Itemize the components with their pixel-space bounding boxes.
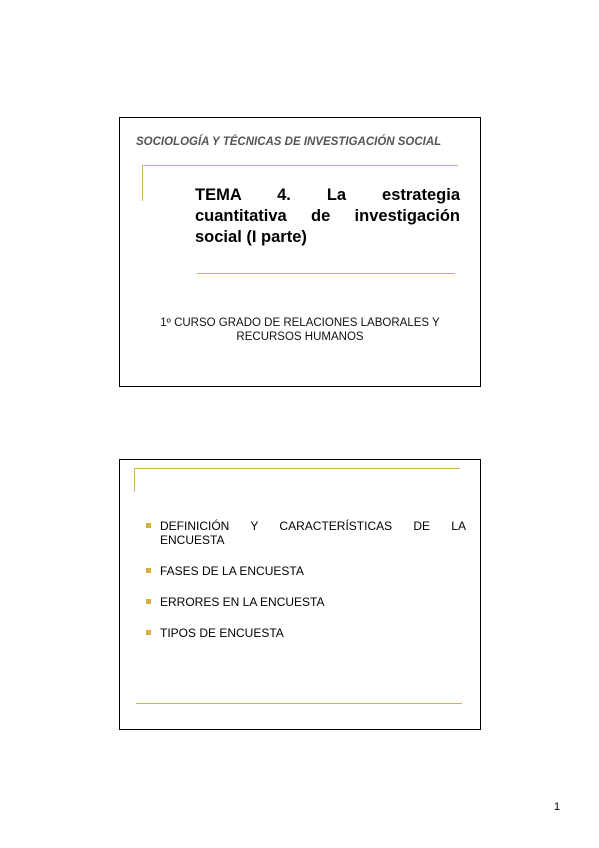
list-item-text-continuation: ENCUESTA	[160, 532, 225, 547]
list-item	[146, 596, 466, 610]
slide-title	[195, 185, 460, 248]
course-header: SOCIOLOGÍA Y TÉCNICAS DE INVESTIGACIÓN SOCIAL	[136, 136, 442, 148]
list-item-text: DEFINICIÓN Y CARACTERÍSTICAS DE LA	[160, 519, 466, 533]
outline-list	[146, 520, 466, 658]
title-line: cuantitativa de investigación	[195, 207, 460, 225]
square-bullet-icon	[146, 599, 151, 604]
title-slide	[119, 117, 481, 387]
accent-line-top	[142, 165, 458, 166]
title-line: social (I parte)	[195, 228, 307, 246]
course-subtitle	[140, 316, 460, 344]
list-item	[146, 627, 466, 641]
accent-line-vertical	[134, 468, 135, 492]
list-item-text: FASES DE LA ENCUESTA	[160, 563, 304, 578]
square-bullet-icon	[146, 568, 151, 573]
accent-line-top	[134, 468, 460, 469]
page-number: 1	[554, 801, 561, 813]
list-item	[146, 565, 466, 579]
square-bullet-icon	[146, 523, 151, 528]
subtitle-line: RECURSOS HUMANOS	[236, 331, 364, 343]
accent-line-middle	[197, 273, 455, 274]
accent-line-vertical	[142, 165, 143, 201]
square-bullet-icon	[146, 630, 151, 635]
list-item-text: TIPOS DE ENCUESTA	[160, 625, 284, 640]
list-item	[146, 520, 466, 547]
subtitle-line: 1º CURSO GRADO DE RELACIONES LABORALES Y	[160, 317, 440, 329]
title-line: TEMA 4. La estrategia	[195, 186, 460, 204]
accent-line-bottom	[136, 703, 462, 704]
list-item-text: ERRORES EN LA ENCUESTA	[160, 594, 325, 609]
outline-slide	[119, 459, 481, 730]
